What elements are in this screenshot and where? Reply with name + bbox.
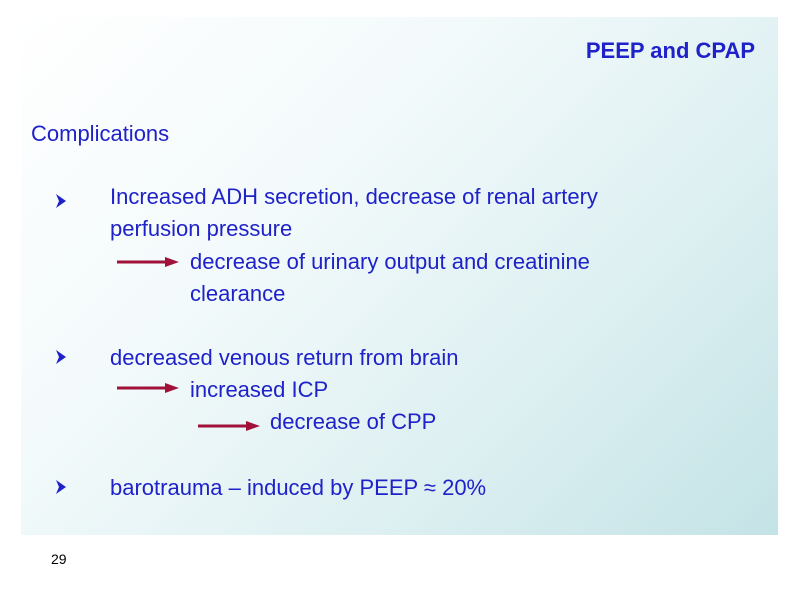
bullet2-text: decreased venous return from brain xyxy=(110,345,459,370)
section-heading: Complications xyxy=(31,121,170,146)
chevron-right-icon xyxy=(52,478,70,496)
bullet1-line2: perfusion pressure xyxy=(110,216,293,241)
page-number: 29 xyxy=(51,551,67,567)
bullet1-consequence-line2: clearance xyxy=(190,281,286,306)
bullet3-text: barotrauma – induced by PEEP ≈ 20% xyxy=(110,475,487,500)
arrow-right-icon xyxy=(117,382,179,394)
slide-title: PEEP and CPAP xyxy=(585,38,755,63)
bullet2-consequence1: increased ICP xyxy=(190,377,329,402)
bullet1-consequence-line1: decrease of urinary output and creatinine xyxy=(190,249,590,274)
chevron-right-icon xyxy=(52,348,70,366)
arrow-right-icon xyxy=(117,256,179,268)
chevron-right-icon xyxy=(52,192,70,210)
arrow-right-icon xyxy=(198,420,260,432)
bullet1-line1: Increased ADH secretion, decrease of renal artery xyxy=(110,184,598,209)
bullet2-consequence2: decrease of CPP xyxy=(270,409,437,434)
